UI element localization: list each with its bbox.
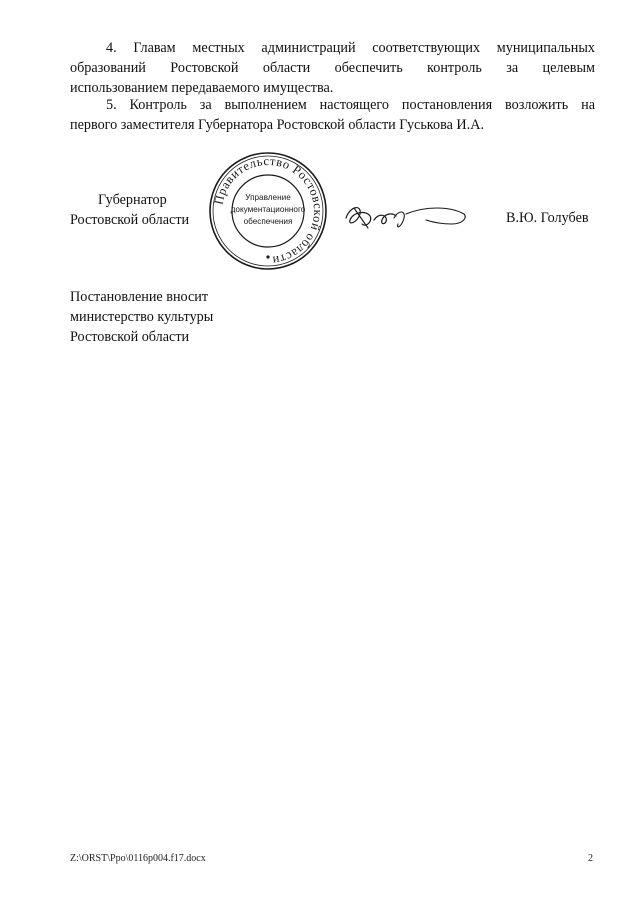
seal-center-line-2: документационного (230, 205, 306, 214)
paragraph-4-line-3: использованием передаваемого имущества. (70, 80, 334, 96)
signature-block (0, 150, 640, 275)
submitter-line-3: Ростовской области (70, 329, 190, 345)
submitter-line-2: министерство культуры (70, 309, 214, 325)
paragraph-4-line-2: образований Ростовской области обеспечить контроль за целевым (70, 60, 595, 76)
seal-ring-text: Правительство Ростовской области (211, 153, 326, 268)
seal-center-line-3: обеспечения (243, 217, 293, 226)
signer-position-line-2: Ростовской области (70, 212, 190, 228)
signer-position-line-1: Губернатор (98, 192, 167, 208)
handwritten-signature (340, 198, 470, 238)
signer-name: В.Ю. Голубев (506, 210, 589, 226)
paragraph-5-line-1: 5. Контроль за выполнением настоящего постановления возложить на (106, 97, 595, 113)
paragraph-5-line-2: первого заместителя Губернатора Ростовской области Гуськова И.А. (70, 117, 485, 133)
paragraph-4 (70, 38, 595, 98)
seal-center-line-1: Управление (245, 193, 291, 202)
paragraph-5 (70, 95, 595, 135)
footer-page-number: 2 (588, 853, 593, 864)
footer-file-path: Z:\ORST\Ppo\0116p004.f17.docx (70, 853, 206, 864)
official-seal-stamp (204, 150, 332, 272)
submitter-line-1: Постановление вносит (70, 289, 209, 305)
seal-dot (266, 255, 269, 258)
signer-position (70, 190, 189, 230)
submitter-note (70, 287, 213, 347)
paragraph-4-line-1: 4. Главам местных администраций соответствующих муниципальных (106, 40, 595, 56)
